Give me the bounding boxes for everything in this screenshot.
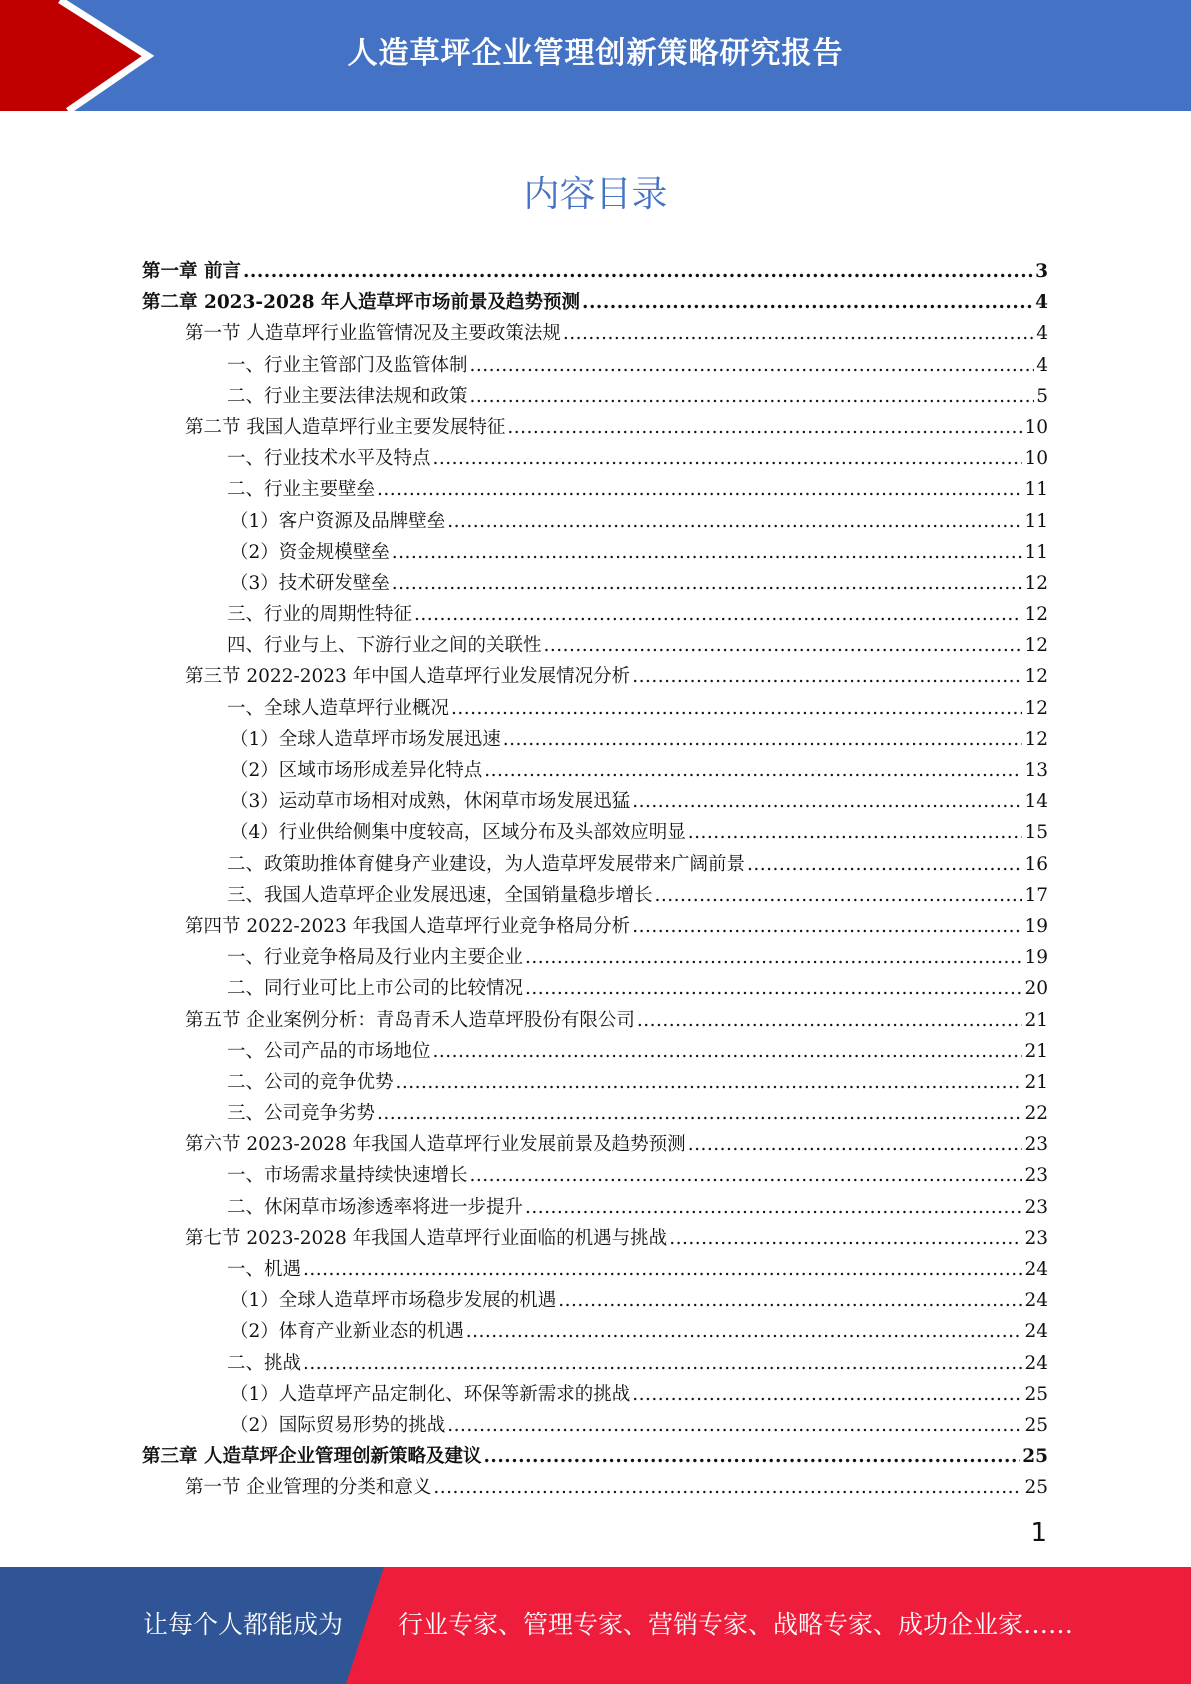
toc-entry-label: 第二节 我国人造草坪行业主要发展特征 xyxy=(185,416,506,438)
toc-dot-leader xyxy=(433,1472,1022,1503)
toc-entry[interactable] xyxy=(142,693,1048,724)
toc-entry-page: 23 xyxy=(1024,1196,1048,1218)
toc-entry-label: 二、行业主要法律法规和政策 xyxy=(227,385,468,407)
toc-entry[interactable] xyxy=(142,1472,1048,1503)
page-footer xyxy=(0,1567,1191,1684)
toc-entry-page: 10 xyxy=(1024,448,1048,470)
toc-entry[interactable] xyxy=(142,630,1048,661)
toc-dot-leader xyxy=(466,1316,1023,1347)
toc-entry-page: 24 xyxy=(1024,1352,1048,1374)
toc-dot-leader xyxy=(243,256,1033,287)
toc-entry[interactable] xyxy=(142,412,1048,443)
toc-entry-label: 二、行业主要壁垒 xyxy=(227,479,376,501)
toc-entry-label: 四、行业与上、下游行业之间的关联性 xyxy=(227,635,542,657)
toc-dot-leader xyxy=(377,474,1022,505)
toc-entry-label: 三、我国人造草坪企业发展迅速，全国销量稳步增长 xyxy=(227,884,653,906)
toc-entry-page: 5 xyxy=(1036,385,1048,407)
toc-entry-label: 一、全球人造草坪行业概况 xyxy=(227,697,450,719)
toc-entry-page: 19 xyxy=(1024,915,1048,937)
toc-dot-leader xyxy=(503,724,1023,755)
page-number: 1 xyxy=(1030,1518,1047,1548)
toc-entry-page: 13 xyxy=(1024,760,1048,781)
toc-entry-label: 二、政策助推体育健身产业建设，为人造草坪发展带来广阔前景 xyxy=(227,853,746,875)
toc-entry-label: （2）国际贸易形势的挑战 xyxy=(230,1414,446,1436)
toc-dot-leader xyxy=(484,755,1022,786)
toc-entry[interactable] xyxy=(142,474,1048,505)
toc-entry-page: 23 xyxy=(1024,1227,1048,1249)
toc-entry[interactable] xyxy=(142,537,1048,568)
toc-dot-leader xyxy=(396,1067,1023,1098)
toc-dot-leader xyxy=(303,1348,1022,1379)
toc-entry-page: 11 xyxy=(1024,510,1048,532)
toc-entry-page: 21 xyxy=(1024,1009,1048,1031)
toc-entry-page: 4 xyxy=(1036,323,1048,345)
toc-dot-leader xyxy=(392,537,1023,568)
toc-dot-leader xyxy=(377,1098,1022,1129)
toc-entry-label: 三、公司竞争劣势 xyxy=(227,1103,376,1125)
toc-entry-label: 一、行业技术水平及特点 xyxy=(227,448,431,470)
toc-dot-leader xyxy=(747,849,1022,880)
toc-dot-leader xyxy=(655,880,1023,911)
toc-entry-label: （3）运动草市场相对成熟，休闲草市场发展迅猛 xyxy=(230,791,631,813)
toc-entry-label: （3）技术研发壁垒 xyxy=(230,572,390,594)
toc-entry[interactable] xyxy=(142,506,1048,537)
toc-entry-page: 25 xyxy=(1024,1477,1048,1499)
toc-entry-label: 第四节 2022-2023 年我国人造草坪行业竞争格局分析 xyxy=(185,915,631,937)
toc-dot-leader xyxy=(483,1441,1020,1472)
toc-entry-page: 16 xyxy=(1024,853,1048,875)
toc-entry-page: 24 xyxy=(1024,1259,1048,1280)
toc-dot-leader xyxy=(470,1160,1023,1191)
toc-dot-leader xyxy=(433,1036,1023,1067)
toc-entry-label: （1）全球人造草坪市场稳步发展的机遇 xyxy=(230,1290,557,1312)
toc-entry[interactable] xyxy=(142,849,1048,880)
toc-entry-page: 21 xyxy=(1024,1040,1048,1062)
toc-dot-leader xyxy=(451,693,1022,724)
toc-entry-label: 第三章 人造草坪企业管理创新策略及建议 xyxy=(142,1446,482,1468)
toc-entry-label: （1）全球人造草坪市场发展迅速 xyxy=(230,728,501,750)
toc-dot-leader xyxy=(525,1192,1022,1223)
toc-dot-leader xyxy=(392,568,1023,599)
toc-entry-label: 第一章 前言 xyxy=(142,261,241,282)
toc-entry[interactable] xyxy=(142,724,1048,755)
toc-dot-leader xyxy=(525,973,1022,1004)
toc-entry[interactable] xyxy=(142,911,1048,942)
toc-entry-page: 12 xyxy=(1024,666,1048,688)
toc-entry[interactable] xyxy=(142,973,1048,1004)
toc-dot-leader xyxy=(632,661,1022,692)
toc-entry[interactable] xyxy=(142,1067,1048,1098)
toc-entry-page: 19 xyxy=(1024,947,1048,969)
toc-entry[interactable] xyxy=(142,256,1048,287)
toc-entry-label: （1）人造草坪产品定制化、环保等新需求的挑战 xyxy=(230,1383,631,1405)
toc-entry-page: 24 xyxy=(1024,1321,1048,1343)
toc-dot-leader xyxy=(507,412,1022,443)
toc-entry-label: （2）体育产业新业态的机遇 xyxy=(230,1321,464,1343)
toc-entry[interactable] xyxy=(142,1192,1048,1223)
toc-entry-page: 20 xyxy=(1024,978,1048,1000)
toc-entry[interactable] xyxy=(142,287,1048,318)
toc-entry-page: 12 xyxy=(1024,728,1048,750)
toc-entry[interactable] xyxy=(142,1410,1048,1441)
toc-entry-page: 15 xyxy=(1024,822,1048,844)
toc-dot-leader xyxy=(414,599,1022,630)
toc-heading: 内容目录 xyxy=(523,174,668,215)
toc-entry[interactable] xyxy=(142,1285,1048,1316)
toc-entry-page: 11 xyxy=(1024,479,1048,501)
toc-entry-label: 一、机遇 xyxy=(227,1259,302,1280)
toc-entry[interactable] xyxy=(142,1379,1048,1410)
toc-entry-label: 一、行业竞争格局及行业内主要企业 xyxy=(227,947,524,969)
toc-entry[interactable] xyxy=(142,817,1048,848)
toc-entry-label: 第一节 人造草坪行业监管情况及主要政策法规 xyxy=(185,323,561,345)
toc-entry-page: 23 xyxy=(1024,1165,1048,1187)
toc-dot-leader xyxy=(688,1129,1023,1160)
toc-entry[interactable] xyxy=(142,568,1048,599)
toc-entry[interactable] xyxy=(142,1160,1048,1191)
toc-dot-leader xyxy=(558,1285,1022,1316)
toc-entry-label: 一、行业主管部门及监管体制 xyxy=(227,354,468,376)
toc-entry[interactable] xyxy=(142,318,1048,349)
toc-dot-leader xyxy=(632,911,1022,942)
toc-dot-leader xyxy=(669,1223,1022,1254)
toc-entry-page: 4 xyxy=(1036,354,1048,376)
toc-entry[interactable] xyxy=(142,942,1048,973)
toc-entry[interactable] xyxy=(142,1441,1048,1472)
toc-entry-label: 二、休闲草市场渗透率将进一步提升 xyxy=(227,1196,524,1218)
toc-entry-page: 23 xyxy=(1024,1134,1048,1156)
toc-entry[interactable] xyxy=(142,1254,1048,1285)
toc-dot-leader xyxy=(563,318,1034,349)
toc-entry[interactable] xyxy=(142,1316,1048,1347)
toc-entry-page: 11 xyxy=(1024,541,1048,563)
toc-dot-leader xyxy=(544,630,1023,661)
footer-slogan-left: 让每个人都能成为 xyxy=(143,1610,344,1639)
toc-entry-page: 24 xyxy=(1024,1290,1048,1312)
toc-entry-label: 第二章 2023-2028 年人造草坪市场前景及趋势预测 xyxy=(142,292,581,314)
toc-entry[interactable] xyxy=(142,443,1048,474)
toc-entry-label: 二、公司的竞争优势 xyxy=(227,1071,394,1093)
toc-entry-page: 22 xyxy=(1024,1103,1048,1125)
toc-entry[interactable] xyxy=(142,350,1048,381)
toc-entry[interactable] xyxy=(142,1348,1048,1379)
toc-entry-label: （2）资金规模壁垒 xyxy=(230,541,390,563)
toc-dot-leader xyxy=(447,506,1022,537)
toc-entry-page: 25 xyxy=(1024,1383,1048,1405)
page-header xyxy=(0,0,1191,111)
toc-entry[interactable] xyxy=(142,1036,1048,1067)
toc-entry-page: 14 xyxy=(1024,791,1048,813)
toc-entry[interactable] xyxy=(142,1005,1048,1036)
toc-entry-page: 12 xyxy=(1024,572,1048,594)
toc-entry[interactable] xyxy=(142,1129,1048,1160)
toc-entry-label: 第六节 2023-2028 年我国人造草坪行业发展前景及趋势预测 xyxy=(185,1134,686,1156)
toc-entry[interactable] xyxy=(142,381,1048,412)
toc-dot-leader xyxy=(632,786,1022,817)
toc-entry-label: 第五节 企业案例分析：青岛青禾人造草坪股份有限公司 xyxy=(185,1009,635,1031)
toc-entry-label: 一、公司产品的市场地位 xyxy=(227,1040,431,1062)
toc-entry-page: 25 xyxy=(1022,1446,1048,1468)
toc-entry-page: 12 xyxy=(1024,697,1048,719)
footer-slogan-right: 行业专家、管理专家、营销专家、战略专家、成功企业家…… xyxy=(398,1610,1074,1639)
toc-entry-page: 12 xyxy=(1024,604,1048,626)
toc-dot-leader xyxy=(688,817,1023,848)
toc-entry-page: 10 xyxy=(1024,416,1048,438)
toc-entry[interactable] xyxy=(142,880,1048,911)
toc-entry[interactable] xyxy=(142,1223,1048,1254)
toc-dot-leader xyxy=(433,443,1023,474)
toc-dot-leader xyxy=(447,1410,1022,1441)
toc-entry-label: （4）行业供给侧集中度较高，区域分布及头部效应明显 xyxy=(230,822,686,844)
toc-entry[interactable] xyxy=(142,599,1048,630)
toc-dot-leader xyxy=(470,381,1035,412)
toc-entry-label: 第一节 企业管理的分类和意义 xyxy=(185,1477,432,1499)
toc-entry-label: 三、行业的周期性特征 xyxy=(227,604,413,626)
toc-entry-page: 25 xyxy=(1024,1414,1048,1436)
toc-entry-page: 3 xyxy=(1035,261,1048,282)
toc-entry-label: （1）客户资源及品牌壁垒 xyxy=(230,510,446,532)
toc-dot-leader xyxy=(525,942,1022,973)
toc-entry-label: 一、市场需求量持续快速增长 xyxy=(227,1165,468,1187)
toc-entry-label: 第三节 2022-2023 年中国人造草坪行业发展情况分析 xyxy=(185,666,631,688)
table-of-contents xyxy=(142,256,1048,1504)
toc-entry-label: 第七节 2023-2028 年我国人造草坪行业面临的机遇与挑战 xyxy=(185,1227,668,1249)
toc-entry-label: 二、同行业可比上市公司的比较情况 xyxy=(227,978,524,1000)
toc-entry[interactable] xyxy=(142,786,1048,817)
toc-entry-page: 4 xyxy=(1035,292,1048,314)
toc-dot-leader xyxy=(632,1379,1022,1410)
toc-dot-leader xyxy=(303,1254,1022,1285)
toc-entry[interactable] xyxy=(142,1098,1048,1129)
toc-entry[interactable] xyxy=(142,755,1048,786)
toc-entry-page: 17 xyxy=(1024,884,1048,906)
toc-entry-page: 12 xyxy=(1024,635,1048,657)
toc-dot-leader xyxy=(637,1005,1023,1036)
report-title: 人造草坪企业管理创新策略研究报告 xyxy=(347,36,844,71)
toc-entry-label: 二、挑战 xyxy=(227,1352,302,1374)
toc-entry-label: （2）区域市场形成差异化特点 xyxy=(230,760,483,781)
toc-dot-leader xyxy=(470,350,1035,381)
toc-entry-page: 21 xyxy=(1024,1071,1048,1093)
toc-entry[interactable] xyxy=(142,661,1048,692)
toc-dot-leader xyxy=(582,287,1033,318)
